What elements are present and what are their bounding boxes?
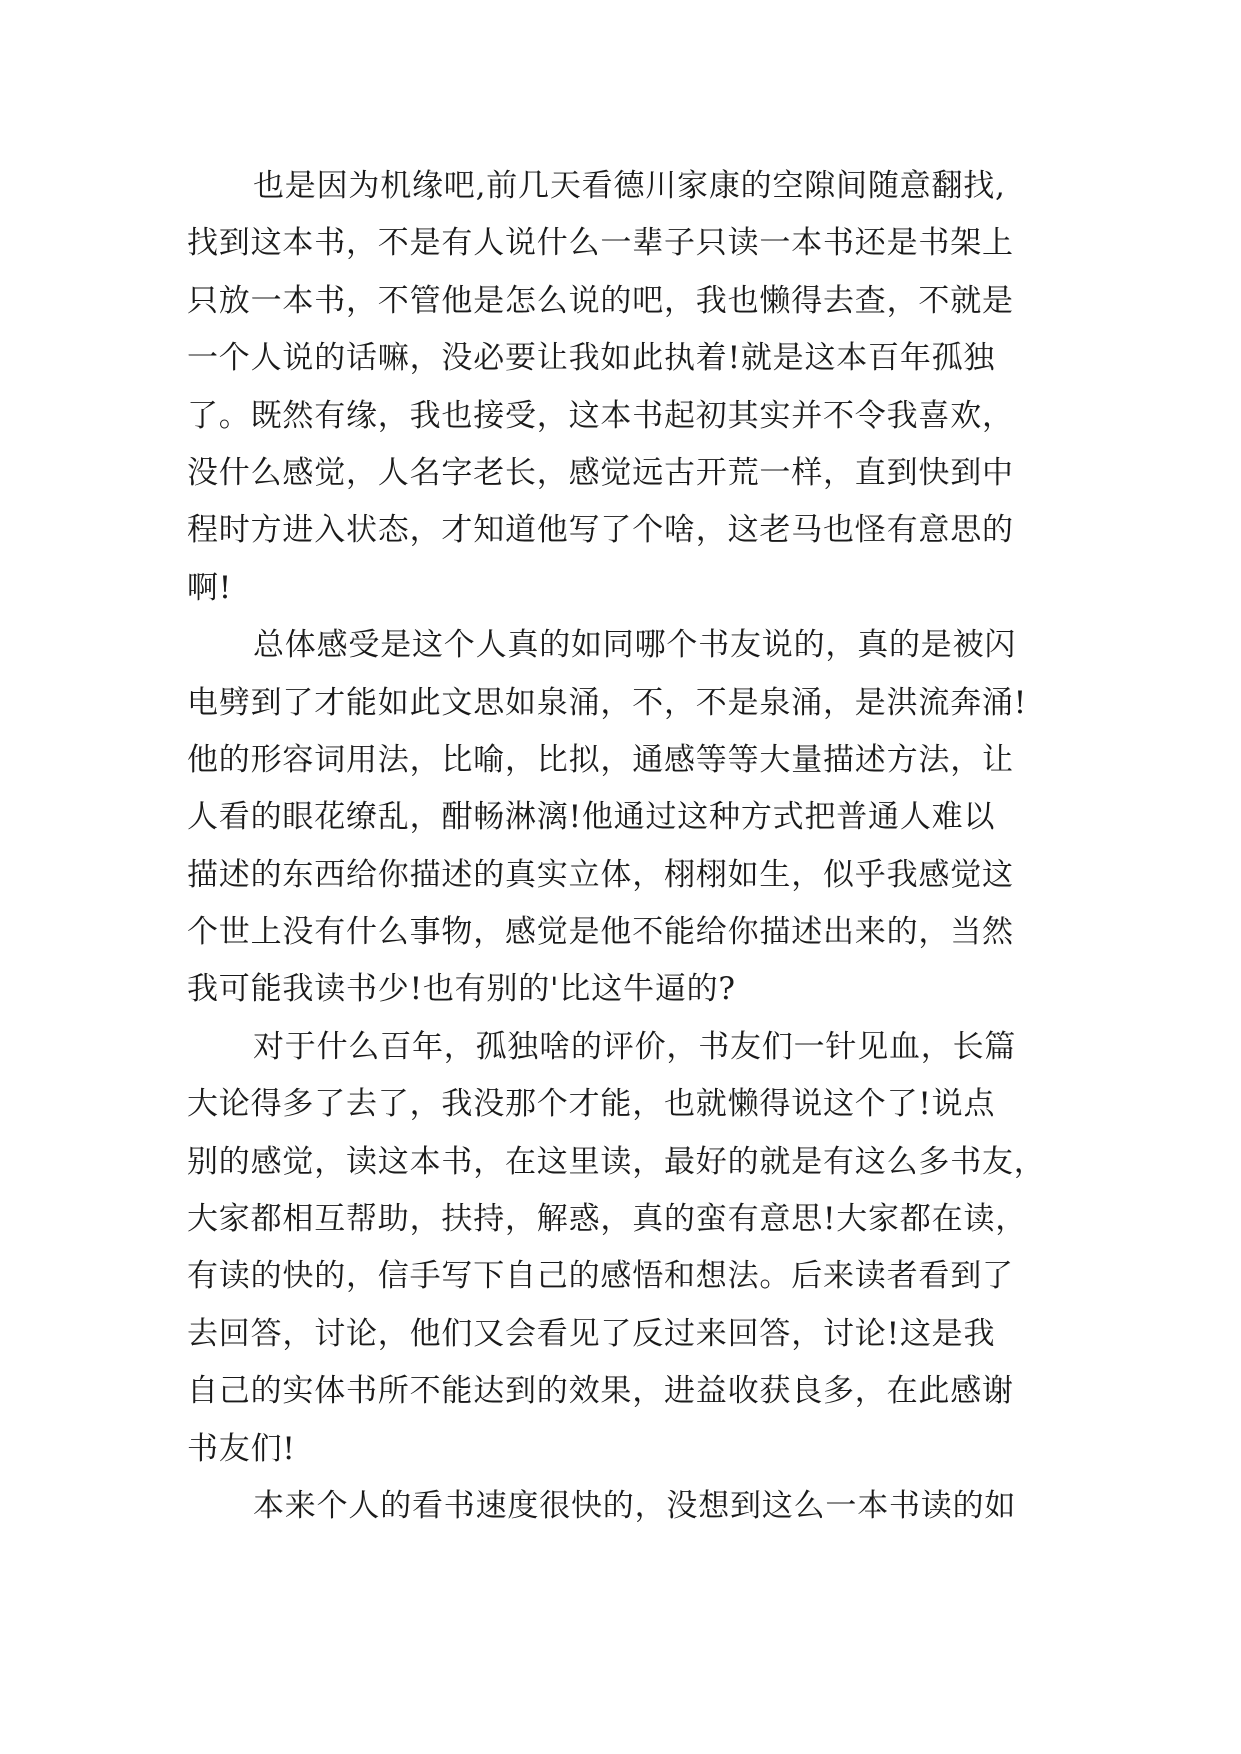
text-line: 也是因为机缘吧,前几天看德川家康的空隙间随意翻找, (253, 168, 1006, 204)
text-line: 只放一本书，不管他是怎么说的吧，我也懒得去查，不就是 (187, 282, 1014, 319)
text-line: 电劈到了才能如此文思如泉涌，不，不是泉涌，是洪流奔涌! (187, 684, 1028, 721)
text-line: 自己的实体书所不能达到的效果，进益收获良多，在此感谢 (187, 1373, 1014, 1410)
document-page (187, 158, 1057, 1535)
text-line: 找到这本书，不是有人说什么一辈子只读一本书还是书架上 (187, 225, 1014, 262)
text-line: 大论得多了去了，我没那个才能，也就懒得说这个了!说点 (187, 1086, 996, 1123)
text-line: 书友们! (187, 1430, 296, 1467)
text-line: 程时方进入状态，才知道他写了个啥，这老马也怪有意思的 (187, 512, 1014, 549)
text-line: 描述的东西给你描述的真实立体，栩栩如生，似乎我感觉这 (187, 856, 1014, 893)
text-line: 啊! (187, 569, 233, 606)
text-line: 去回答，讨论，他们又会看见了反过来回答，讨论!这是我 (187, 1315, 996, 1352)
text-line: 本来个人的看书速度很快的，没想到这么一本书读的如 (253, 1487, 1017, 1524)
text-line: 我可能我读书少!也有别的'比这牛逼的? (187, 971, 736, 1008)
text-line: 总体感受是这个人真的如同哪个书友说的，真的是被闪 (253, 627, 1017, 664)
text-line: 有读的快的，信手写下自己的感悟和想法。后来读者看到了 (187, 1258, 1014, 1295)
paragraph-2 (187, 617, 1057, 1019)
text-line: 对于什么百年，孤独啥的评价，书友们一针见血，长篇 (253, 1028, 1017, 1065)
text-line: 大家都相互帮助，扶持，解惑，真的蛮有意思!大家都在读， (187, 1201, 1028, 1238)
text-line: 别的感觉，读这本书，在这里读，最好的就是有这么多书友， (187, 1143, 1046, 1180)
text-line: 人看的眼花缭乱，酣畅淋漓!他通过这种方式把普通人难以 (187, 799, 996, 836)
text-line: 没什么感觉，人名字老长，感觉远古开荒一样，直到快到中 (187, 454, 1014, 491)
text-line: 一个人说的话嘛，没必要让我如此执着!就是这本百年孤独 (187, 340, 996, 377)
paragraph-1 (187, 158, 1057, 617)
paragraph-3 (187, 1019, 1057, 1478)
text-line: 了。既然有缘，我也接受，这本书起初其实并不令我喜欢， (187, 397, 1014, 434)
text-line: 个世上没有什么事物，感觉是他不能给你描述出来的，当然 (187, 914, 1014, 951)
paragraph-4 (187, 1478, 1057, 1535)
text-line: 他的形容词用法，比喻，比拟，通感等等大量描述方法，让 (187, 741, 1014, 778)
